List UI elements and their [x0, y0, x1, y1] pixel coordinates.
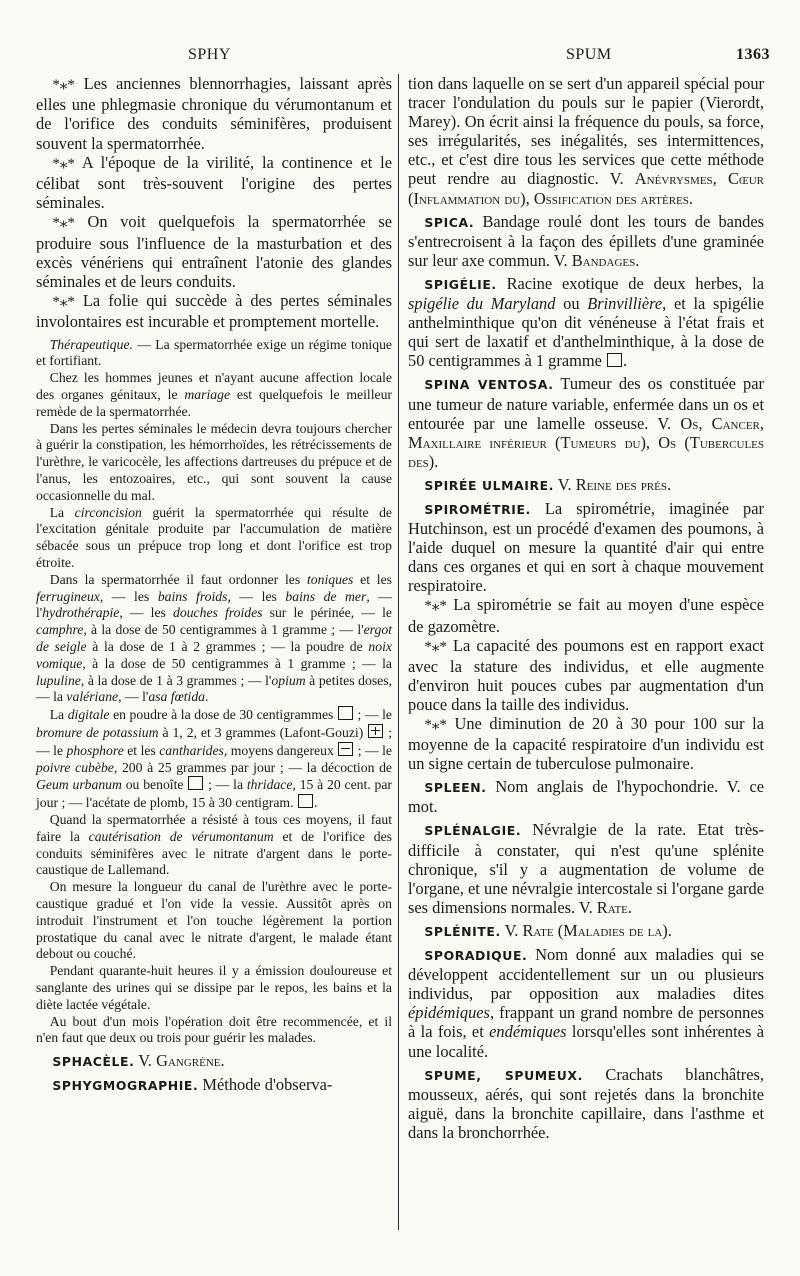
- italic-term: ferrugineux: [36, 588, 100, 604]
- entry-spleen: [408, 777, 764, 816]
- italic-term: thridace: [246, 777, 293, 793]
- paragraph: [36, 505, 392, 572]
- paragraph: [36, 421, 392, 505]
- cross-reference: Bandages.: [571, 250, 640, 270]
- headword: SPLEEN.: [424, 780, 487, 796]
- header-right-guide-word: SPUM: [566, 46, 612, 63]
- italic-term: ergot de seigle: [36, 622, 392, 654]
- paragraph: [36, 572, 392, 706]
- paragraph: [36, 212, 392, 291]
- headword: SPHACÈLE.: [52, 1054, 135, 1070]
- text: ; — le: [36, 724, 392, 758]
- asterism-icon: *⁎*: [52, 294, 75, 311]
- headword: SPLÉNALGIE.: [424, 823, 522, 839]
- paragraph-text: Au bout d'un mois l'opération doit être recommencée, et il n'en faut que deux ou trois pour guérir les malades.: [36, 1013, 392, 1046]
- text: , — les: [99, 588, 158, 604]
- section-label: Thérapeutique.: [49, 336, 133, 352]
- paragraph: [36, 74, 392, 153]
- text: , — les: [227, 588, 286, 604]
- italic-term: camphre: [36, 622, 84, 638]
- text: , — l': [36, 588, 392, 621]
- entry-splenalgie: [408, 820, 764, 916]
- text: et les: [123, 742, 160, 758]
- asterism-icon: *⁎*: [424, 598, 447, 615]
- italic-term: spigélie du Maryland: [408, 294, 556, 314]
- text: ; — le: [353, 707, 392, 723]
- text: ou benoîte: [121, 777, 188, 793]
- paragraph: [36, 812, 392, 879]
- paragraph: [36, 291, 392, 331]
- square-plus-icon: [368, 724, 383, 738]
- definition: Bandage roulé dont les tours de bandes s'entrecroisent à la façon des épillets d'une graminée sur leur axe commun. V.: [408, 211, 764, 270]
- text: sur le périnée, — le: [262, 605, 392, 621]
- text: , et la spigélie anthelminthique qu'on dit vénéneuse à l'état frais et qui sert de laxatif et d'anthelminthique, à la dose de 50 centigrammes à 1 gramme: [408, 294, 765, 371]
- paragraph-text: Dans les pertes séminales le médecin devra toujours chercher à guérir la constipation, les hémorrhoïdes, les rétrécissements de l'urèthre, le varicocèle, les affections dartreuses du prépuce et de l'anus, les entozoaires, etc., qui sont souvent la cause occasionnelle du mal.: [36, 420, 392, 503]
- page-number: 1363: [736, 46, 770, 63]
- paragraph-text: La spirométrie se fait au moyen d'une espèce de gazomètre.: [408, 595, 764, 636]
- text: et les: [353, 571, 392, 587]
- asterism-icon: *⁎*: [52, 155, 75, 172]
- running-header: [0, 46, 800, 70]
- definition: Nom donné aux maladies qui se développent accidentellement sur un ou plusieurs individus, par opposition aux maladies dites: [408, 945, 764, 1004]
- paragraph-text: Pendant quarante-huit heures il y a émission douloureuse et sanglante des urines qui se dissipe par le repos, les bains et la diète lactée végétale.: [36, 963, 392, 1012]
- paragraph: [36, 370, 392, 420]
- italic-term: toniques: [306, 571, 354, 587]
- italic-term: cautérisation de vérumontanum: [88, 828, 274, 844]
- text: , — les: [119, 605, 174, 621]
- square-icon: [338, 706, 353, 720]
- italic-term: bromure de potassium: [36, 724, 159, 740]
- definition: Méthode d'observa-: [198, 1075, 333, 1095]
- italic-term: cantharides: [159, 742, 224, 758]
- text: ou: [555, 294, 588, 314]
- asterism-icon: *⁎*: [424, 717, 447, 733]
- asterism-icon: *⁎*: [424, 638, 447, 655]
- text: .: [622, 351, 628, 371]
- italic-term: noix vomique: [36, 638, 392, 671]
- text: La: [49, 707, 68, 723]
- text: , à la dose de 50 centigrammes à 1 gramme ; — l': [83, 622, 364, 638]
- italic-term: endémiques: [489, 1022, 567, 1042]
- right-column: [408, 74, 764, 1142]
- text: , — l': [118, 689, 149, 705]
- text: .: [313, 795, 318, 811]
- entry-spume: [408, 1065, 764, 1142]
- definition: V.: [554, 474, 576, 494]
- italic-term: Brinvillière: [587, 294, 663, 314]
- cross-reference: V. Gangrène.: [134, 1051, 225, 1071]
- paragraph: [36, 153, 392, 213]
- entry-spigelie: [408, 274, 764, 370]
- text: guérit la spermatorrhée qui résulte de l'excitation génitale produite par l'accumulation de matière sébacée sous un prépuce trop long et dont l'orifice est trop étroite.: [36, 504, 393, 570]
- headword: SPLÉNITE.: [424, 923, 501, 939]
- left-column: [36, 74, 392, 1096]
- paragraph-text: Une diminution de 20 à 30 pour 100 sur la moyenne de la capacité respiratoire d'un individu est un signe certain de tuberculose pulmonaire.: [408, 714, 764, 774]
- text: , 200 à 25 grammes par jour ; — la décoction de: [113, 759, 392, 775]
- text: Chez les hommes jeunes et n'ayant aucune affection locale des organes génitaux, le: [36, 370, 392, 403]
- text: , moyens dangereux: [223, 742, 338, 758]
- text: , à la dose de 50 centigrammes à 1 gramme ; — la: [82, 655, 392, 671]
- headword: SPIROMÉTRIE.: [424, 501, 531, 517]
- paragraph: [36, 706, 392, 812]
- cross-reference: Os, Cancer, Maxillaire inférieur (Tumeurs du), Os (Tubercules des).: [408, 413, 764, 471]
- paragraph: [408, 714, 764, 773]
- entry-sphacele: [36, 1051, 392, 1071]
- cross-reference: Anévrysmes, Cœur (Inflammation du), Ossification des artères.: [408, 169, 764, 208]
- definition: tion dans laquelle on se sert d'un appareil spécial pour tracer l'ondulation du pouls sur le papier (Vierordt, Marey). On écrit ainsi la fréquence du pouls, sa force, ses irrégularités, ses inégalités, ses intermittences, etc., et c'est dire tous les services que cette méthode peut rendre au diagnostic. V.: [408, 74, 764, 189]
- paragraph-text: On voit quelquefois la spermatorrhée se produire sous l'influence de la masturbation et des excès vénériens qui entraînent l'atonie des glandes séminales et de leurs conduits.: [36, 212, 392, 292]
- asterism-icon: *⁎*: [52, 77, 75, 93]
- text: à la dose de 1 à 2 grammes ; — la poudre de: [86, 638, 369, 654]
- definition: Crachats blanchâtres, mousseux, aérés, qui sont rejetés dans la bronchite aiguë, dans la bronchite capillaire, dans l'asthme et dans la bronchorrhée.: [408, 1064, 764, 1142]
- paragraph-text: — La spermatorrhée exige un régime tonique et fortifiant.: [36, 336, 392, 369]
- entry-spiree-ulmaire: [408, 475, 764, 495]
- italic-term: lupuline: [36, 672, 81, 688]
- italic-term: Geum urbanum: [36, 777, 122, 793]
- headword: SPICA.: [424, 214, 475, 230]
- text: Dans la spermatorrhée il faut ordonner les: [49, 571, 307, 587]
- square-icon: [607, 353, 622, 367]
- text: Quand la spermatorrhée a résisté à tous ces moyens, il faut faire la: [36, 811, 392, 844]
- italic-term: hydrothérapie: [42, 605, 120, 621]
- paragraph-text: Les anciennes blennorrhagies, laissant après elles une phlegmasie chronique du vérumontanum et de l'orifice des conduits séminifères, produisent souvent la spermatorrhée.: [36, 74, 392, 153]
- cross-reference: Reine des prés.: [575, 474, 672, 494]
- text: .: [205, 689, 209, 705]
- square-icon: [298, 794, 313, 808]
- italic-term: opium: [271, 672, 306, 688]
- entry-spirometrie: [408, 499, 764, 595]
- text: ; — la: [204, 777, 247, 793]
- entry-spina-ventosa: [408, 374, 764, 470]
- italic-term: valériane: [66, 689, 119, 705]
- paragraph: [408, 595, 764, 635]
- text: à 1, 2, et 3 grammes (Lafont-Gouzi): [158, 724, 368, 740]
- asterism-icon: *⁎*: [52, 215, 75, 232]
- italic-term: poivre cubèbe: [36, 759, 114, 775]
- square-minus-icon: [338, 742, 353, 756]
- column-divider: [398, 74, 399, 1230]
- paragraph: [36, 879, 392, 963]
- paragraph-text: La capacité des poumons est en rapport exact avec la stature des individus, et elle augmente d'environ huit pouces cubes par augmentation d'un pouce dans la taille des individus.: [408, 635, 764, 714]
- paragraph: [36, 1014, 392, 1048]
- definition: La spirométrie, imaginée par Hutchinson, est un procédé d'examen des poumons, à l'aide duquel on mesure la quantité d'air qui entre dans ces organes et qui en sort à chaque mouvement respiratoire.: [408, 498, 764, 596]
- italic-term: mariage: [184, 387, 231, 403]
- headword: SPHYGMOGRAPHIE.: [52, 1078, 199, 1094]
- paragraph: [408, 636, 764, 714]
- text: est quelquefois le meilleur remède de la spermatorrhée.: [36, 387, 392, 419]
- text: à petites doses, — la: [36, 672, 392, 705]
- headword: SPORADIQUE.: [424, 948, 528, 964]
- definition: V.: [500, 920, 523, 940]
- text: , 15 à 20 cent. par jour ; — l'acétate de plomb, 15 à 30 centigram.: [36, 777, 392, 811]
- paragraph-text: On mesure la longueur du canal de l'urèthre avec le porte-caustique gradué et l'on vide la vessie. Aussitôt après on introduit l'instrument et l'on touche légèrement la portion prostatique du canal avec le nitrate d'argent, le malade étant debout ou couché.: [36, 879, 392, 962]
- italic-term: digitale: [67, 707, 110, 723]
- cross-reference: Rate.: [596, 897, 632, 917]
- definition: Tumeur des os constituée par une tumeur de nature variable, enfermée dans un os et entourée par une lamelle osseuse. V.: [408, 374, 764, 433]
- header-left-guide-word: SPHY: [188, 46, 231, 63]
- entry-sporadique: [408, 945, 764, 1061]
- text: , à la dose de 1 à 3 grammes ; — l': [80, 672, 272, 688]
- text: lorsqu'elles sont inhérentes à une localité.: [408, 1022, 764, 1061]
- square-icon: [188, 776, 203, 790]
- entry-continuation: [408, 74, 764, 208]
- headword: SPIGÉLIE.: [424, 276, 497, 292]
- entry-spica: [408, 212, 764, 270]
- italic-term: asa fœtida: [148, 689, 206, 705]
- paragraph-text: La folie qui succède à des pertes séminales involontaires est incurable et promptement mortelle.: [36, 291, 392, 332]
- cross-reference: Rate (Maladies de la).: [522, 920, 672, 940]
- entry-sphygmographie: [36, 1075, 392, 1095]
- definition: Nom anglais de l'hypochondrie. V. ce mot.: [408, 777, 764, 817]
- entry-splenite: [408, 921, 764, 941]
- italic-term: bains de mer: [285, 588, 367, 604]
- italic-term: bains froids: [157, 588, 228, 604]
- headword: SPINA VENTOSA.: [424, 377, 554, 393]
- headword: SPUME, SPUMEUX.: [424, 1067, 583, 1083]
- headword: SPIRÉE ULMAIRE.: [424, 477, 554, 493]
- therapeutics-paragraph: [36, 337, 392, 371]
- text: La: [49, 504, 75, 520]
- definition: Névralgie de la rate. Etat très-difficile à constater, qui n'est qu'une splénite chronique, s'il y a augmentation de volume de l'organe, et une névralgie intercostale si l'organe garde ses dimensions normales. V.: [408, 820, 764, 917]
- text: en poudre à la dose de 30 centigrammes: [109, 707, 337, 723]
- italic-term: phosphore: [66, 742, 124, 758]
- paragraph-text: A l'époque de la virilité, la continence et le célibat sont très-souvent l'origine des pertes séminales.: [36, 152, 392, 213]
- text: et de l'orifice des conduits séminifères avec le nitrate d'argent dans le porte-caustique de Lallemand.: [36, 828, 392, 878]
- text: ; — le: [354, 742, 392, 758]
- text: , frappant un grand nombre de personnes à la fois, et: [408, 1003, 764, 1042]
- definition: Racine exotique de deux herbes, la: [496, 273, 764, 293]
- italic-term: circoncision: [74, 504, 142, 520]
- paragraph: [36, 963, 392, 1013]
- italic-term: douches froides: [173, 605, 263, 621]
- italic-term: épidémiques: [408, 1003, 490, 1023]
